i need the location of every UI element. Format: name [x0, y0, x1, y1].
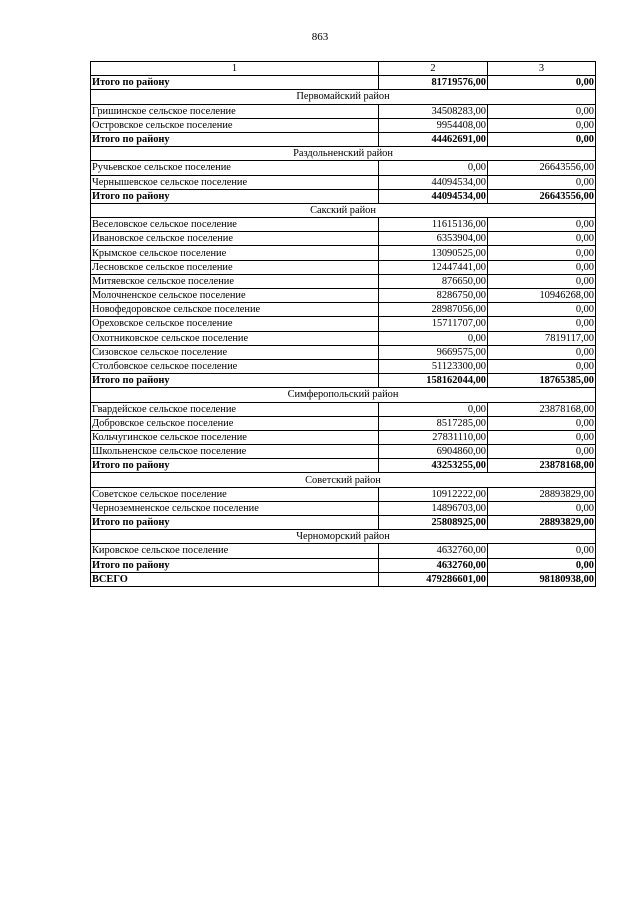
value-col-3: 0,00: [488, 558, 596, 572]
district-section-row: [91, 203, 596, 217]
value-col-2: 4632760,00: [379, 544, 488, 558]
value-col-3: 0,00: [488, 317, 596, 331]
district-name: Сакский район: [91, 203, 596, 217]
table-row: [91, 218, 596, 232]
district-section-row: [91, 473, 596, 487]
table-row: [91, 317, 596, 331]
value-col-3: 0,00: [488, 104, 596, 118]
value-col-2: 6904860,00: [379, 445, 488, 459]
value-col-3: 0,00: [488, 260, 596, 274]
settlement-name: Молочненское сельское поселение: [91, 289, 379, 303]
value-col-3: 28893829,00: [488, 516, 596, 530]
value-col-3: 0,00: [488, 445, 596, 459]
value-col-2: 43253255,00: [379, 459, 488, 473]
table-row: [91, 118, 596, 132]
value-col-2: 44462691,00: [379, 132, 488, 146]
district-name: Раздольненский район: [91, 147, 596, 161]
value-col-2: 81719576,00: [379, 76, 488, 90]
table-row: [91, 303, 596, 317]
value-col-3: 28893829,00: [488, 487, 596, 501]
value-col-2: 44094534,00: [379, 189, 488, 203]
total-row: [91, 572, 596, 586]
table-row: [91, 289, 596, 303]
value-col-2: 158162044,00: [379, 374, 488, 388]
value-col-2: 15711707,00: [379, 317, 488, 331]
table-row: [91, 416, 596, 430]
value-col-2: 0,00: [379, 331, 488, 345]
value-col-3: 0,00: [488, 175, 596, 189]
settlement-name: Островское сельское поселение: [91, 118, 379, 132]
budget-table: [90, 61, 596, 587]
table-row: [91, 161, 596, 175]
value-col-3: 18765385,00: [488, 374, 596, 388]
value-col-3: 0,00: [488, 501, 596, 515]
total-row: [91, 516, 596, 530]
value-col-3: 0,00: [488, 232, 596, 246]
value-col-2: 12447441,00: [379, 260, 488, 274]
value-col-3: 7819117,00: [488, 331, 596, 345]
value-col-3: 98180938,00: [488, 572, 596, 586]
settlement-name: Итого по району: [91, 558, 379, 572]
value-col-3: 0,00: [488, 303, 596, 317]
settlement-name: Итого по району: [91, 76, 379, 90]
value-col-2: 14896703,00: [379, 501, 488, 515]
table-row: [91, 430, 596, 444]
value-col-3: 0,00: [488, 246, 596, 260]
district-section-row: [91, 90, 596, 104]
settlement-name: Итого по району: [91, 189, 379, 203]
district-name: Первомайский район: [91, 90, 596, 104]
value-col-3: 0,00: [488, 416, 596, 430]
settlement-name: Итого по району: [91, 459, 379, 473]
district-name: Симферопольский район: [91, 388, 596, 402]
value-col-2: 8286750,00: [379, 289, 488, 303]
value-col-3: 0,00: [488, 118, 596, 132]
page-number: 863: [311, 31, 329, 43]
settlement-name: Кировское сельское поселение: [91, 544, 379, 558]
table-row: [91, 345, 596, 359]
table-row: [91, 104, 596, 118]
value-col-2: 4632760,00: [379, 558, 488, 572]
value-col-2: 51123300,00: [379, 359, 488, 373]
value-col-2: 0,00: [379, 161, 488, 175]
district-section-row: [91, 530, 596, 544]
district-name: Черноморский район: [91, 530, 596, 544]
settlement-name: Охотниковское сельское поселение: [91, 331, 379, 345]
value-col-3: 10946268,00: [488, 289, 596, 303]
column-header-row: [91, 62, 596, 76]
total-row: [91, 132, 596, 146]
settlement-name: Лесновское сельское поселение: [91, 260, 379, 274]
column-header-1: 1: [91, 62, 379, 76]
value-col-3: 26643556,00: [488, 189, 596, 203]
table-body: [91, 62, 596, 587]
value-col-3: 0,00: [488, 345, 596, 359]
settlement-name: Веселовское сельское поселение: [91, 218, 379, 232]
settlement-name: Итого по району: [91, 132, 379, 146]
value-col-2: 479286601,00: [379, 572, 488, 586]
value-col-2: 27831110,00: [379, 430, 488, 444]
table-row: [91, 487, 596, 501]
column-header-3: 3: [488, 62, 596, 76]
settlement-name: Ручьевское сельское поселение: [91, 161, 379, 175]
settlement-name: Советское сельское поселение: [91, 487, 379, 501]
table-row: [91, 501, 596, 515]
total-row: [91, 374, 596, 388]
value-col-2: 13090525,00: [379, 246, 488, 260]
value-col-3: 0,00: [488, 132, 596, 146]
district-section-row: [91, 388, 596, 402]
table-row: [91, 232, 596, 246]
table-row: [91, 544, 596, 558]
value-col-2: 0,00: [379, 402, 488, 416]
value-col-2: 9954408,00: [379, 118, 488, 132]
value-col-3: 0,00: [488, 218, 596, 232]
settlement-name: Кольчугинское сельское поселение: [91, 430, 379, 444]
settlement-name: Итого по району: [91, 374, 379, 388]
value-col-2: 8517285,00: [379, 416, 488, 430]
settlement-name: Ивановское сельское поселение: [91, 232, 379, 246]
total-row: [91, 459, 596, 473]
settlement-name: Крымское сельское поселение: [91, 246, 379, 260]
district-section-row: [91, 147, 596, 161]
settlement-name: Гришинское сельское поселение: [91, 104, 379, 118]
settlement-name: Добровское сельское поселение: [91, 416, 379, 430]
settlement-name: Столбовское сельское поселение: [91, 359, 379, 373]
total-row: [91, 558, 596, 572]
settlement-name: Чернышевское сельское поселение: [91, 175, 379, 189]
value-col-2: 28987056,00: [379, 303, 488, 317]
value-col-2: 6353904,00: [379, 232, 488, 246]
settlement-name: ВСЕГО: [91, 572, 379, 586]
settlement-name: Новофедоровское сельское поселение: [91, 303, 379, 317]
table-row: [91, 246, 596, 260]
value-col-3: 0,00: [488, 359, 596, 373]
settlement-name: Сизовское сельское поселение: [91, 345, 379, 359]
table-row: [91, 445, 596, 459]
settlement-name: Ореховское сельское поселение: [91, 317, 379, 331]
value-col-2: 876650,00: [379, 274, 488, 288]
value-col-2: 44094534,00: [379, 175, 488, 189]
value-col-2: 10912222,00: [379, 487, 488, 501]
settlement-name: Школьненское сельское поселение: [91, 445, 379, 459]
value-col-3: 26643556,00: [488, 161, 596, 175]
table-row: [91, 331, 596, 345]
value-col-3: 0,00: [488, 274, 596, 288]
total-row: [91, 76, 596, 90]
table-row: [91, 274, 596, 288]
settlement-name: Гвардейское сельское поселение: [91, 402, 379, 416]
settlement-name: Черноземненское сельское поселение: [91, 501, 379, 515]
table-row: [91, 260, 596, 274]
total-row: [91, 189, 596, 203]
table-row: [91, 402, 596, 416]
column-header-2: 2: [379, 62, 488, 76]
district-name: Советский район: [91, 473, 596, 487]
value-col-3: 0,00: [488, 430, 596, 444]
value-col-3: 0,00: [488, 544, 596, 558]
value-col-2: 34508283,00: [379, 104, 488, 118]
value-col-2: 25808925,00: [379, 516, 488, 530]
value-col-2: 9669575,00: [379, 345, 488, 359]
value-col-2: 11615136,00: [379, 218, 488, 232]
value-col-3: 23878168,00: [488, 459, 596, 473]
settlement-name: Митяевское сельское поселение: [91, 274, 379, 288]
value-col-3: 0,00: [488, 76, 596, 90]
table-row: [91, 175, 596, 189]
settlement-name: Итого по району: [91, 516, 379, 530]
value-col-3: 23878168,00: [488, 402, 596, 416]
table-row: [91, 359, 596, 373]
